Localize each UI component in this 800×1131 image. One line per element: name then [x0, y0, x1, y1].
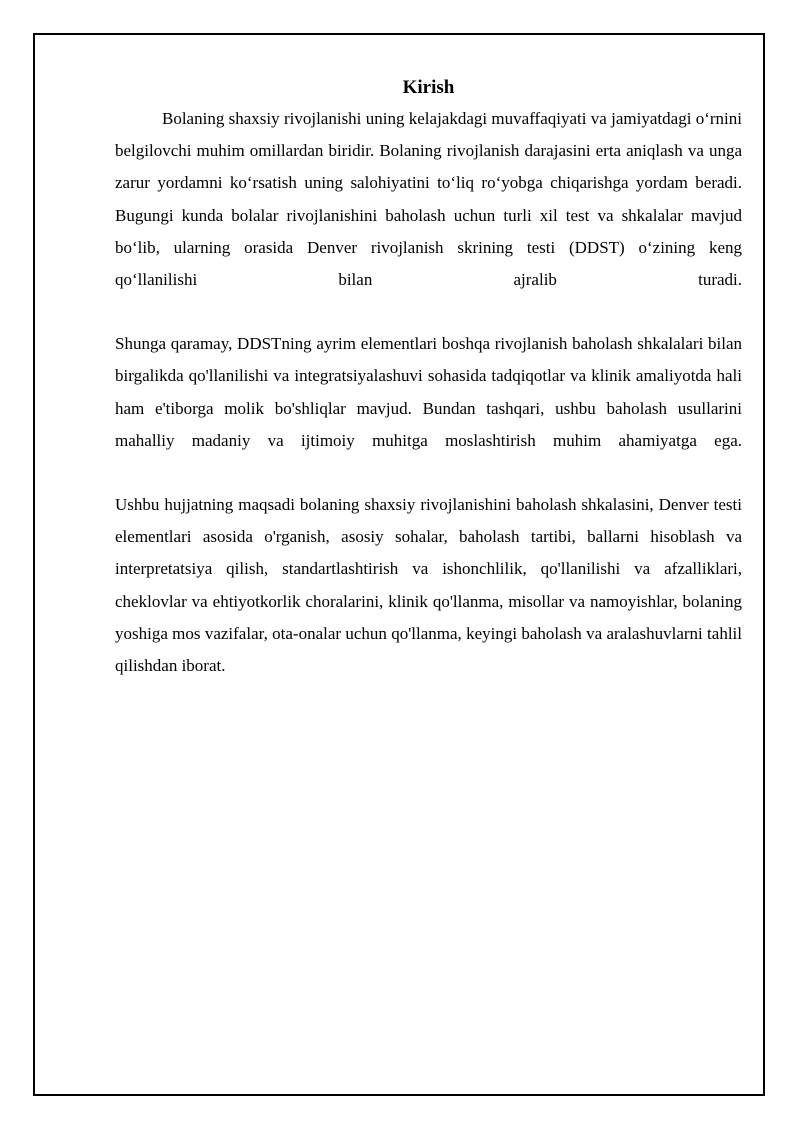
paragraph-intro: Bolaning shaxsiy rivojlanishi uning kelajakdagi muvaffaqiyati va jamiyatdagi o‘rnini belgilovchi muhim omillardan biridir. Bolaning rivojlanish darajasini erta aniqlash va unga zarur yordamni ko‘rsatish uning salohiyatini to‘liq ro‘yobga chiqarishga yordam beradi. Bugungi kunda bolalar rivojlanishini baholash uchun turli xil test va shkalalar mavjud bo‘lib, ularning orasida Denver rivojlanish skrining testi (DDST) o‘zining keng qo‘llanilishi bilan ajralib turadi. [115, 109, 742, 290]
document-title: Kirish [402, 77, 455, 98]
document-body [115, 76, 742, 682]
paragraph-purpose: Ushbu hujjatning maqsadi bolaning shaxsiy rivojlanishini baholash shkalasini, Denver testi elementlari asosida o'rganish, asosiy sohalar, baholash tartibi, ballarni hisoblash va interpretatsiya qilish, standartlashtirish va ishonchlilik, qo'llanilishi va afzalliklari, cheklovlar va ehtiyotkorlik choralarini, klinik qo'llanma, misollar va namoyishlar, bolaning yoshiga mos vazifalar, ota-onalar uchun qo'llanma, keyingi baholash va aralashuvlarni tahlil qilishdan iborat. [115, 495, 742, 676]
paragraph-gap [115, 296, 742, 328]
paragraph-gap [115, 457, 742, 489]
paragraph-ddst-gaps: Shunga qaramay, DDSTning ayrim elementlari boshqa rivojlanish baholash shkalalari bilan birgalikda qo'llanilishi va integratsiyalashuvi sohasida tadqiqotlar va klinik amaliyotda hali ham e'tiborga molik bo'shliqlar mavjud. Bundan tashqari, ushbu baholash usullarini mahalliy madaniy va ijtimoiy muhitga moslashtirish muhim ahamiyatga ega. [115, 334, 742, 450]
